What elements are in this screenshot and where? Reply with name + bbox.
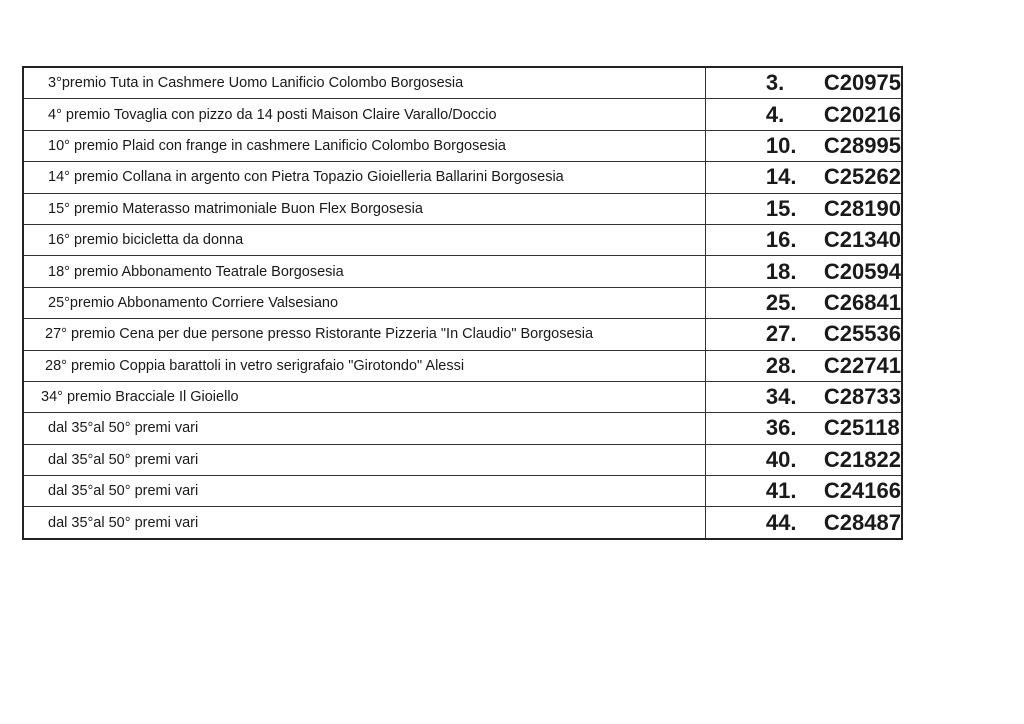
- prize-description: 27° premio Cena per due persone presso Ristorante Pizzeria "In Claudio" Borgosesia: [23, 319, 705, 350]
- ticket-code: C20975: [823, 70, 901, 96]
- prize-position: 16.: [765, 227, 797, 253]
- prize-position: 36.: [765, 415, 797, 441]
- table-row: [23, 444, 902, 475]
- prize-result: [705, 130, 902, 161]
- table-row: [23, 224, 902, 255]
- table-row: [23, 287, 902, 318]
- prize-result: [705, 507, 902, 539]
- prize-result: [705, 256, 902, 287]
- table-row: [23, 319, 902, 350]
- prize-description: 14° premio Collana in argento con Pietra Topazio Gioielleria Ballarini Borgosesia: [23, 162, 705, 193]
- table-row: [23, 381, 902, 412]
- table-row: [23, 193, 902, 224]
- prize-description: 34° premio Bracciale Il Gioiello: [23, 381, 705, 412]
- prize-result: [705, 476, 902, 507]
- prize-description: 3°premio Tuta in Cashmere Uomo Lanificio Colombo Borgosesia: [23, 67, 705, 99]
- table-row: [23, 99, 902, 130]
- prize-table: [22, 66, 903, 540]
- ticket-code: C25536: [823, 321, 901, 347]
- prize-description: dal 35°al 50° premi vari: [23, 476, 705, 507]
- table-row: [23, 162, 902, 193]
- prize-description: dal 35°al 50° premi vari: [23, 507, 705, 539]
- prize-result: [705, 162, 902, 193]
- table-row: [23, 507, 902, 539]
- prize-description: 28° premio Coppia barattoli in vetro serigrafaio "Girotondo" Alessi: [23, 350, 705, 381]
- ticket-code: C28995: [823, 132, 901, 158]
- prize-result: [705, 287, 902, 318]
- prize-description: 15° premio Materasso matrimoniale Buon Flex Borgosesia: [23, 193, 705, 224]
- prize-result: [705, 319, 902, 350]
- prize-result: [705, 444, 902, 475]
- prize-position: 18.: [765, 258, 797, 284]
- prize-description: 25°premio Abbonamento Corriere Valsesiano: [23, 287, 705, 318]
- prize-description: dal 35°al 50° premi vari: [23, 444, 705, 475]
- ticket-code: C26841: [823, 289, 901, 315]
- prize-position: 41.: [765, 478, 797, 504]
- prize-result: [705, 381, 902, 412]
- table-row: [23, 476, 902, 507]
- prize-position: 40.: [765, 446, 797, 472]
- prize-description: 16° premio bicicletta da donna: [23, 224, 705, 255]
- prize-result: [705, 99, 902, 130]
- prize-result: [705, 67, 902, 99]
- ticket-code: C25118: [823, 415, 900, 441]
- prize-result: [705, 350, 902, 381]
- ticket-code: C25262: [823, 164, 901, 190]
- ticket-code: C22741: [823, 352, 901, 378]
- prize-position: 27.: [765, 321, 797, 347]
- prize-description: dal 35°al 50° premi vari: [23, 413, 705, 444]
- ticket-code: C21822: [823, 446, 901, 472]
- prize-description: 4° premio Tovaglia con pizzo da 14 posti Maison Claire Varallo/Doccio: [23, 99, 705, 130]
- prize-position: 14.: [765, 164, 797, 190]
- table-row: [23, 256, 902, 287]
- prize-position: 10.: [765, 132, 797, 158]
- ticket-code: C20216: [823, 101, 901, 127]
- prize-position: 25.: [765, 289, 797, 315]
- prize-position: 15.: [765, 195, 797, 221]
- prize-position: 3.: [765, 70, 785, 96]
- ticket-code: C28733: [823, 384, 901, 410]
- prize-position: 4.: [765, 101, 785, 127]
- table-row: [23, 350, 902, 381]
- prize-position: 28.: [765, 352, 797, 378]
- prize-position: 44.: [765, 509, 797, 535]
- prize-result: [705, 224, 902, 255]
- ticket-code: C21340: [823, 227, 901, 253]
- ticket-code: C28487: [823, 509, 901, 535]
- prize-position: 34.: [765, 384, 797, 410]
- prize-table-body: [23, 67, 902, 539]
- prize-result: [705, 413, 902, 444]
- table-row: [23, 130, 902, 161]
- ticket-code: C24166: [823, 478, 901, 504]
- prize-description: 18° premio Abbonamento Teatrale Borgosesia: [23, 256, 705, 287]
- table-row: [23, 67, 902, 99]
- prize-result: [705, 193, 902, 224]
- ticket-code: C20594: [823, 258, 901, 284]
- prize-description: 10° premio Plaid con frange in cashmere Lanificio Colombo Borgosesia: [23, 130, 705, 161]
- table-row: [23, 413, 902, 444]
- ticket-code: C28190: [823, 195, 901, 221]
